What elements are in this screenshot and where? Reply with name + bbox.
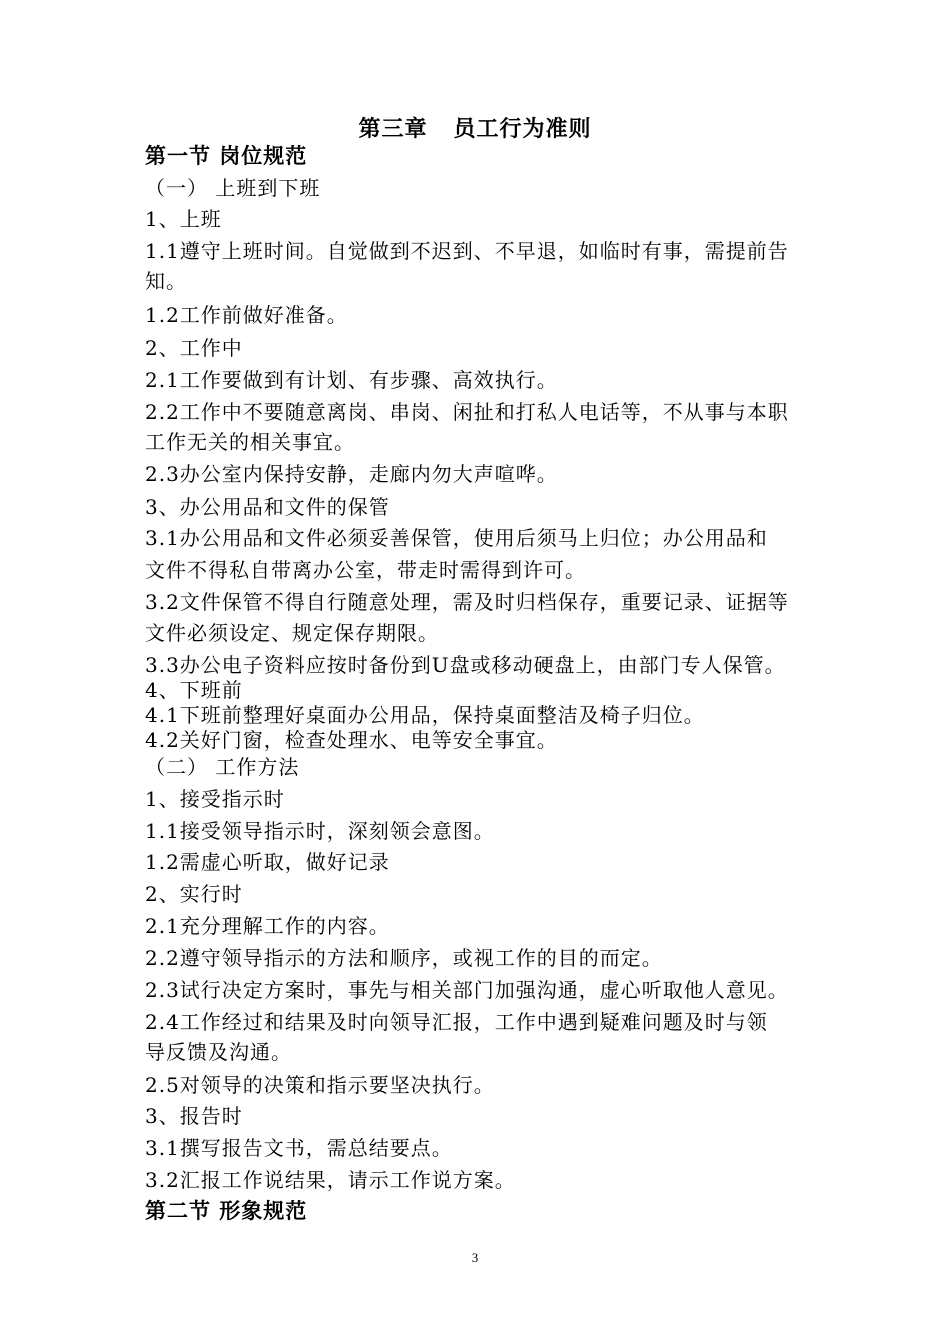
body-line: 知。 [145,269,187,293]
body-line: 1.2需虚心听取，做好记录 [145,850,390,874]
body-line: 1、上班 [145,207,222,231]
body-line: 2、工作中 [145,336,243,360]
body-line: 文件不得私自带离办公室，带走时需得到许可。 [145,558,586,582]
body-line: 3.2文件保管不得自行随意处理，需及时归档保存，重要记录、证据等 [145,590,789,614]
body-line: 2.1工作要做到有计划、有步骤、高效执行。 [145,368,558,392]
page-number: 3 [471,1250,479,1265]
body-line: 工作无关的相关事宜。 [145,430,355,454]
section-heading: 第二节 形象规范 [145,1199,308,1223]
body-line: 2.5对领导的决策和指示要坚决执行。 [145,1073,495,1097]
body-line: 导反馈及沟通。 [145,1040,292,1064]
body-line: 2.3办公室内保持安静，走廊内勿大声喧哗。 [145,462,558,486]
body-line: 2.2工作中不要随意离岗、串岗、闲扯和打私人电话等，不从事与本职 [145,400,789,424]
body-line: （一） 上班到下班 [145,176,321,200]
body-line: 3、报告时 [145,1104,243,1128]
body-line: （二） 工作方法 [145,755,300,779]
body-line: 3.1撰写报告文书，需总结要点。 [145,1136,453,1160]
body-line: 4.1下班前整理好桌面办公用品，保持桌面整洁及椅子归位。 [145,703,705,727]
body-line: 2.1充分理解工作的内容。 [145,914,390,938]
body-line: 2、实行时 [145,882,243,906]
body-line: 4、下班前 [145,678,243,702]
body-line: 2.4工作经过和结果及时向领导汇报，工作中遇到疑难问题及时与领 [145,1010,768,1034]
body-line: 2.3试行决定方案时，事先与相关部门加强沟通，虚心听取他人意见。 [145,978,789,1002]
body-line: 3.2汇报工作说结果，请示工作说方案。 [145,1168,516,1192]
body-line: 2.2遵守领导指示的方法和顺序，或视工作的目的而定。 [145,946,663,970]
chapter-title: 第三章 员工行为准则 [358,117,592,142]
body-line: 3.1办公用品和文件必须妥善保管，使用后须马上归位；办公用品和 [145,526,768,550]
body-line: 文件必须设定、规定保存期限。 [145,621,439,645]
section-heading: 第一节 岗位规范 [145,144,308,168]
body-line: 3、办公用品和文件的保管 [145,495,390,519]
body-line: 1.1遵守上班时间。自觉做到不迟到、不早退，如临时有事，需提前告 [145,239,789,263]
body-line: 4.2关好门窗，检查处理水、电等安全事宜。 [145,728,558,752]
body-line: 1.1接受领导指示时，深刻领会意图。 [145,819,495,843]
body-line: 1.2工作前做好准备。 [145,303,348,327]
body-line: 1、接受指示时 [145,787,285,811]
body-line: 3.3办公电子资料应按时备份到U盘或移动硬盘上，由部门专人保管。 [145,653,786,677]
